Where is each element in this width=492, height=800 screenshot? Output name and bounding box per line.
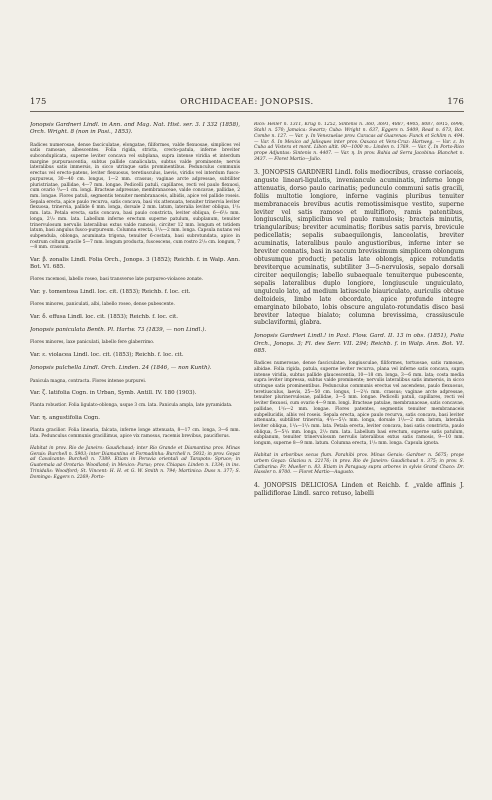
right-column [254,122,464,787]
left-column-paragraph: Planta gracilior. Folia linearia, falcata, inferne longe attenuata, 8—17 cm. longa, 3—6 mm. lata. Pedunculus communis gracillimus, apice vix ramosus, racemis brevibus, pauciflorus. [30,428,240,440]
left-column-paragraph: Radices numerosae, dense fasciculatae, elongatae, filiformes, valde flexuosae, simplices vel satis ramosae, albescentes. Folia rigida, stricta, crecto-patula, inferne breviter subconduplicata, superne leviter concava vel subplana, supra intense viridia et interdum margine purpurascentia, subtus pallide canaliculata, subtus valde prominente; nervis lateralibus satis immersis, in sicco utrinque satis prominentibus. Pedunculus communis erectus vel erecto-patens, leviter flexuosus, teretiusculus, laevis, viridis vel interdum fusco-purpureus, 30—40 cm. longus, 1—2 mm. crassus; vaginae arcte adpressae, subtiliter pluristriatae, pallidae, 4—7 mm. longae. Pedicelli patuli, capillares, recti vel paulo flexuosi, cum ovario ³/₄—1 cm. longi. Bracteae adpressae, membranaceae, valde concavae, pallidae, 2 mm. longae. Flores patuli, segmentis tenuiter membranaceis, albidis, apice vel pallide roseis. Sepala erecta, apice paulo recurva, satis concava, basi vix attenuata, tenuiter trinervia leviter flexuosa, trinervia, pallide 6 mm. longa, dorsale 2 mm. latum, lateralia leviter obliqua, 1¹/₂ mm. lata. Petala erecta, satis concava, basi paulo constricta, leviter obliqua, 6—6¹/₂ mm. longa, 2¹/₂ mm. lata. Labellum inferne erectum superne patulum, subplanum, tenuiter trinervulosum nervulis lateralibus extus valde ramosis, circiter 12 mm. longum et totidem latum, basi angulus fusco-purpureum. Columna erecta, 1¹/₂—2 mm. longa. Capsula nutans vel subpendula, oblonga, acuminata trigona, tenuiter 6-costata, basi subrotundata, apice in rostrum coltum gracile 5—7 mm. longum producta, fuscescens, cum rostro 2¹/₂ cm. longum, 7—8 mm. crassum. [30,142,240,251]
left-column-paragraph: Jonopsis paniculata Benth. Pl. Hartw. 73 (1839, — non Lindl.). [30,327,207,334]
left-column [30,122,240,787]
left-column-paragraph: Var. δ. effusa Lindl. loc. cit. (1853); Reichb. f. loc. cit. [30,314,179,321]
right-column-paragraph: Radices numerosae, dense fasciculatae, longiusculae, filiformes, tortuosae, satis ramosae, albidae. Folia rigida, patula, superne leviter recurva, plana vel inferne satis concava, supra intense viridia, subtus pallide glaucescentia, 10—18 cm. longa, 3—6 mm. lata; costa media supra leviter impressa, subtus valde prominente; nervulis lateralibus satis immersis, in sicco utrinque satis prominentibus. Pedunculus communis erectus vel ascendens, paulo flexuosus, teretiusculus, laevis, 25—50 cm. longus, 1—2¹/₂ mm. crassus; vaginae arcte adpressae, tenuiter plurinervulosae, pallidae, 3—5 mm. longae. Pedicelli patuli, capillares, recti vel leviter flexuosi, cum ovario 4—9 mm. longi. Bracteae patulae, membranaceae, satis concavae, pallidae, 1¹/₂—2 mm. longae. Flores patentes, segmentis tenuiter membranaceis subpellucidis, albis vel roseis. Sepala erecta, apice paulo recurva, satis concava, basi leviter attenuata, subtiliter trinervia, 4¹/₂—5¹/₂ mm. longa, dorsale 1¹/₂—2 mm. latum, lateralia leviter obliqua, 1¹/₄—1¹/₂ mm. lata. Petala erecta, leviter concava, basi satis constricta, paulo obliqua, 5—5¹/₂ mm. longa, 2¹/₂ mm. lata. Labellum basi erectum, superne satis patulum, subplanum, tenuiter trinervulosum nervulis lateralibus extus satis ramosis, 9—10 mm. longum, superne 8—9 mm. latum. Columna erecta, 1¹/₂ mm. longa. Capsula ignota. [254,361,464,447]
right-column-paragraph: Habitat in arboribus secus flum. Parahibi prov. Minas Gerais: Gardner n. 5675; prope urbem Goyaz: Glaziou n. 22176; in prov. Rio de Janeiro: Gaudichaud n. 375; in prov. S. Catharina: Fr. Mueller n. 83. Etiam in Paraguay supra arbores in sylvis Grand Chaco: Dr. Hassler n. 8700. — Floret Martio—Augusto. [254,452,464,476]
left-column-paragraph: Var. ε. violacea Lindl. loc. cit. (1853); Reichb. f. loc. cit. [30,352,184,359]
running-title: ORCHIDACEAE: JONOPSIS. [180,96,314,106]
left-column-paragraph: Var. η. angustifolia Cogn. [30,415,100,422]
right-column-paragraph: Jonopsis Gardneri Lindl.! in Paxt. Flow. Gard. II. 13 in obs. (1851), Folia Orch., Jonops. 3; Fl. des Serr. VII. 294; Reichb. f. in Walp. Ann. Bot. VI. 685. [254,333,464,354]
left-column-paragraph: Var. γ. tomentosa Lindl. loc. cit. (1853); Reichb. f. loc. cit. [30,289,191,296]
right-page-number: 176 [447,96,464,106]
left-column-paragraph: Flores minores, paniculati, albi, labello roseo, dense pubescente. [30,302,175,308]
right-column-paragraph: Rico: Heller n. 1311, Krug n. 1252, Sintenis n. 360, 3691, 4887, 4905, 8087, 6915, 6996, Stahl n. 570; Jamaica: Swartz; Cuba: Wright n. 637, Eggers n. 5409, Read n. 673, Bot. Combe n. 127. — Var. γ. In Venezuelae prov. Caracas ad Guarenas: Funck et Schlim n. 494. — Var. δ. In Mexico ad Jalisques inter prov. Oaxaca et Vera-Cruz: Hartweg. — Var. ε. In Cuba ad Vistera et mont. Libon altit. 90—1000 m.: Linden n. 1769. — Var. ζ. In Porto-Rico prope Adjuntas: Sintenis n. 4407. — Var. η. In prov. Bahia ad Serra Jacobina: Blanchet n. 3437. — Floret Martio—Julio. [254,122,464,163]
left-column-paragraph: Jonopsis pulchella Lindl. Orch. Linden. 24 (1846, — non Kunth). [30,365,212,372]
left-column-paragraph: Flores minores, laxe paniculati, labello fere glaberrimo. [30,340,155,346]
right-column-paragraph: 3. JONOPSIS GARDNERI Lindl. folis mediocribus, crasse coriaceis, anguste lineari-ligulatis, inveniancule acuminatis, inferne longe attenuatis, dorso paulo carinatis; pedunculo communi satis gracili, foliis multotie longiore, inferne vaginis pluribus tenuiter membranaceis brevibus acutis remotissimisque vestito, superne leviter vel satis ramoso et multifloro, ramis patentibus, longiusculis, simplicibus vel paulo ramulosis; bracteis minutis, triangularibus; breviter acuminatis; floribus satis parvis, brevicule pedicellatis; sepalis subaequilongis, lanceolatis, breviter acuminatis, lateralibus paulo angustioribus, inferne inter se breviter connatis, basi in saccum brevissimum simplicem oblongum obtusumque producti; petalis late oblongis, apice rotundatis breviterque acuminatis, subtiliter 3—5-nervulosis, sepalo dorsali circiter aequilongis; labello subaequale tenuiterque pubescente, sepalis lateralibus duplo longiore, longiuscule unguiculato, ungulculo lato, ad medium latiuscule biauriculato, auriculis obtuse deltoideis, limbo late obcordato, apice profunde integre emarginato bilobato, lobis obscure angulato-rotundatis disco basi breviter lateque bialato; columna brevissima, crassiuscule subclaviformi, glabra. [254,168,464,327]
left-column-paragraph: Var. β. zonalis Lindl. Folia Orch., Jonops. 3 (1852); Reichb. f. in Walp. Ann. Bot. VI. 685. [30,257,240,271]
left-column-paragraph: Habitat in prov. Rio de Janeiro: Gaudichaud; inter Rio Grande et Diamantina prov. Minas Gerais: Burchell n. 5903; inter Diamantina et Formadinha: Burchell n. 5932; in prov. Goyaz ad Cavalcante: Burchell n. 7389. Etiam in Peruvia orientali ad Tarapoto: Spruce; in Guatemala ad Orotaria: Woodland; in Mexico: Purus; prov. Chiapas: Linden n. 1334; in ins. Trinidalis: Woodford; St. Vincent: H. H. et G. W. Smith n. 794; Martinica: Duss n. 377; S. Domingo: Eggers n. 2269; Porto- [30,445,240,480]
left-page-number: 175 [30,96,47,106]
left-column-paragraph: Flores racemosi, labello roseo, basi transverse late purpureo-violaceo zonate. [30,277,204,283]
left-column-paragraph: Panicula magna, contracta. Flores intense purpurei. [30,378,147,384]
page-header [30,96,464,112]
right-column-paragraph: 4. JONOPSIS DELICIOSA Linden et Reichb. f. „valde affinis J. pallidiflorae Lindl. sarco retuso, labelli [254,482,464,498]
left-column-paragraph: Var. ζ. latifolia Cogn. in Urban, Symb. Antill. IV. 180 (1903). [30,390,197,397]
left-column-paragraph: Jonopsis Gardneri Lindl. in Ann. and Mag. Nat. Hist. ser. 3. I 332 (1858), Orch. Wright. 8 (non in Pasi., 1853). [30,122,240,136]
two-column-text [30,122,464,787]
left-column-paragraph: Planta robustior. Folia ligulato-oblonga, usque 3 cm. lata. Panicula ampla, late pyramidata. [30,403,233,409]
